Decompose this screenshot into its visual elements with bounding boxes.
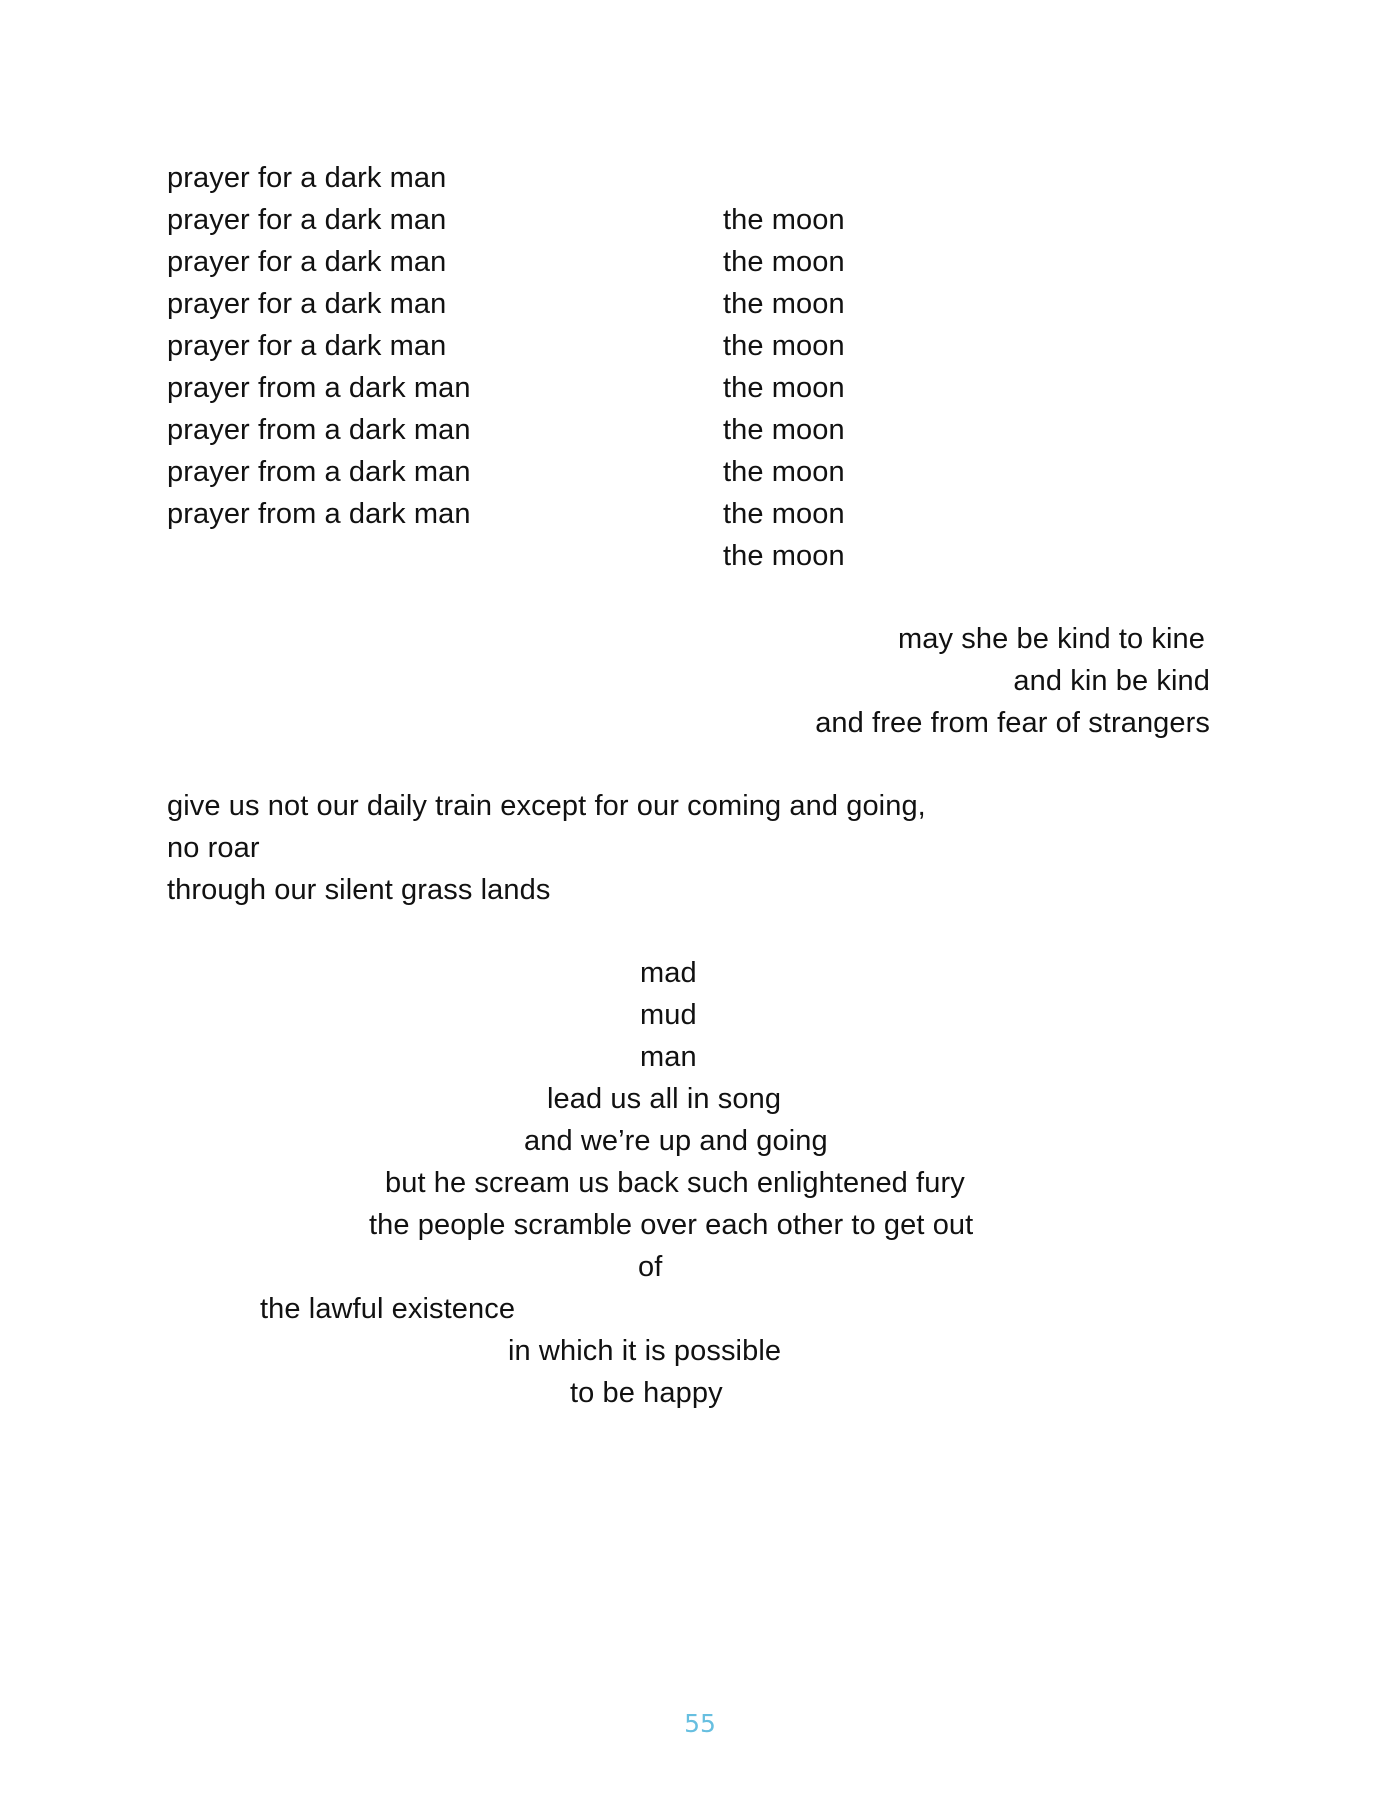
closing-stanza-line: mad [640, 957, 697, 989]
left-column-line: prayer for a dark man [167, 204, 447, 236]
left-column-line: prayer from a dark man [167, 456, 471, 488]
left-stanza-line: through our silent grass lands [167, 874, 551, 906]
right-column-line: the moon [723, 246, 845, 278]
closing-stanza-line: mud [640, 999, 697, 1031]
right-stanza-line: may she be kind to kine [898, 623, 1205, 655]
right-column-line: the moon [723, 330, 845, 362]
right-column-line: the moon [723, 540, 845, 572]
left-column-line: prayer from a dark man [167, 372, 471, 404]
right-column-line: the moon [723, 204, 845, 236]
left-column-line: prayer for a dark man [167, 162, 447, 194]
left-column-line: prayer for a dark man [167, 330, 447, 362]
right-stanza-line: and free from fear of strangers [815, 707, 1210, 739]
right-column-line: the moon [723, 288, 845, 320]
left-stanza-line: give us not our daily train except for our coming and going, [167, 790, 926, 822]
closing-stanza-line: the lawful existence [260, 1293, 516, 1325]
left-column-line: prayer for a dark man [167, 246, 447, 278]
closing-stanza-line: of [638, 1251, 663, 1283]
closing-stanza-line: lead us all in song [547, 1083, 782, 1115]
right-column-line: the moon [723, 498, 845, 530]
right-column-line: the moon [723, 414, 845, 446]
closing-stanza-line: and we’re up and going [524, 1125, 828, 1157]
right-column-line: the moon [723, 372, 845, 404]
left-stanza-line: no roar [167, 832, 260, 864]
right-stanza-line: and kin be kind [1013, 665, 1210, 697]
left-column-line: prayer from a dark man [167, 414, 471, 446]
right-column-line: the moon [723, 456, 845, 488]
page-number: 55 [684, 1709, 716, 1738]
closing-stanza-line: to be happy [570, 1377, 723, 1409]
closing-stanza-line: man [640, 1041, 697, 1073]
left-column-line: prayer from a dark man [167, 498, 471, 530]
left-column-line: prayer for a dark man [167, 288, 447, 320]
closing-stanza-line: in which it is possible [508, 1335, 782, 1367]
closing-stanza-line: but he scream us back such enlightened fury [385, 1167, 965, 1199]
closing-stanza-line: the people scramble over each other to get out [369, 1209, 974, 1241]
